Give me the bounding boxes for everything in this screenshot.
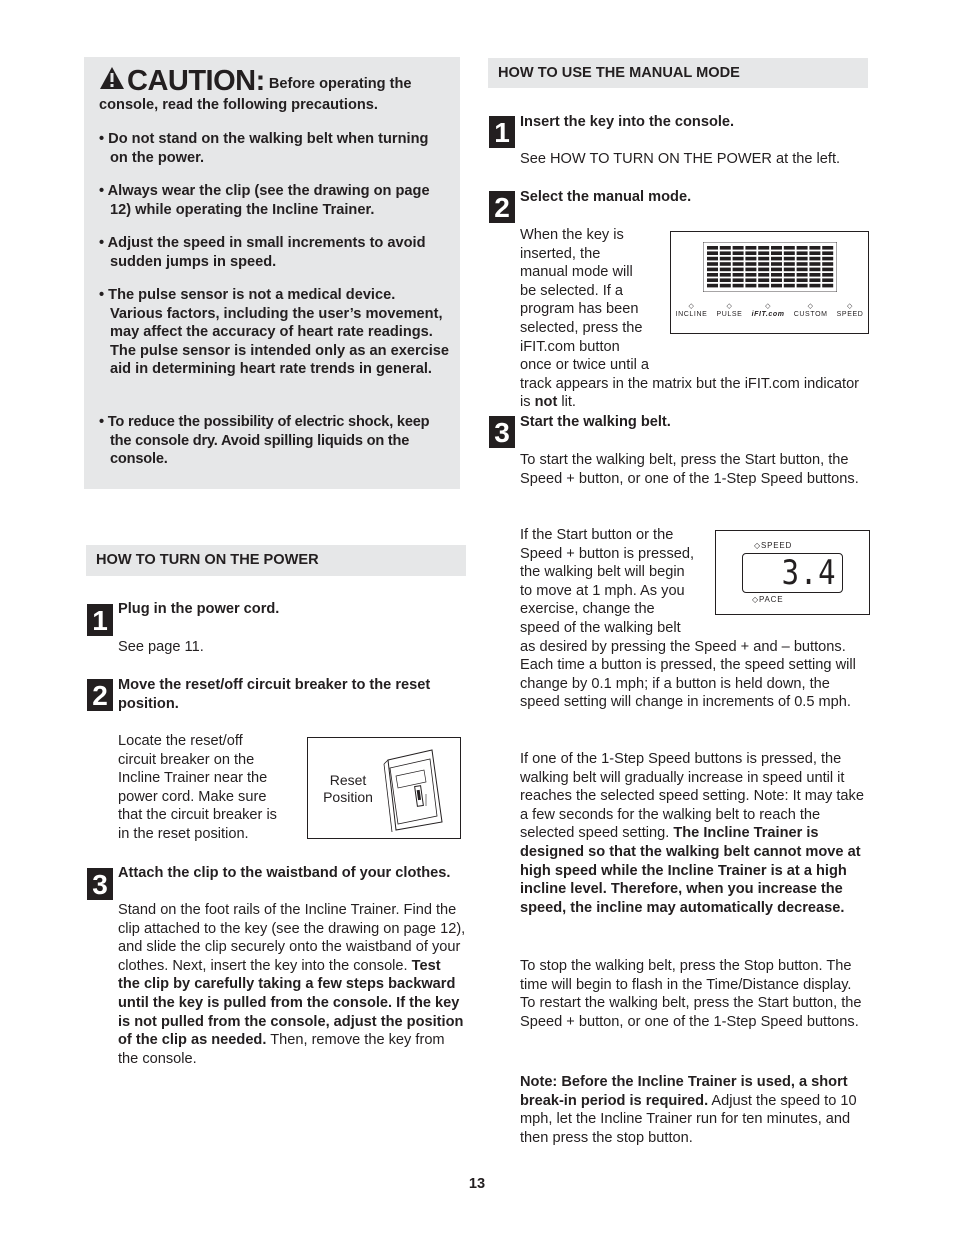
step-text: Note: Before the Incline Trainer is used, a short break-in period is required. Adjust the speed to 10 mph, let the Incline Trainer run for ten minutes, and then press the stop button. <box>520 1074 857 1146</box>
speed-label: ◇SPEED <box>754 541 793 550</box>
indicator-dot-icon: ◇ <box>807 303 814 310</box>
page-number: 13 <box>468 1176 486 1192</box>
step-title: Move the reset/off circuit breaker to the reset position. <box>118 677 431 712</box>
step-number-badge: 1 <box>87 604 113 636</box>
caution-bullet: • Adjust the speed in small increments to avoid sudden jumps in speed. <box>99 235 426 270</box>
step-title: Insert the key into the console. <box>520 114 735 130</box>
step-number-badge: 2 <box>489 191 515 223</box>
step-text: See HOW TO TURN ON THE POWER at the left. <box>520 151 841 167</box>
caution-heading <box>99 66 449 115</box>
indicator-dot-icon: ◇ <box>765 303 772 310</box>
step-text: Stand on the foot rails of the Incline Trainer. Find the clip attached to the key (see the drawing on page 12), and slide the clip securely onto the waistband of your clothes. Next, insert the key into the console. Test the clip by carefully taking a few steps backward until the key is pulled from the console. If the key is not pulled from the console, adjust the position of the clip as needed. Then, remove the key from the console. <box>118 902 466 1067</box>
step-title: Start the walking belt. <box>520 414 671 430</box>
caution-bullet: • To reduce the possibility of electric shock, keep the console dry. Avoid spilling liquids on the console. <box>99 414 430 468</box>
pulse-indicator: ◇ PULSE <box>716 303 743 318</box>
caution-word: CAUTION: <box>127 65 265 97</box>
step-number-badge: 2 <box>87 679 113 711</box>
step-title: Plug in the power cord. <box>118 601 280 617</box>
step-text: If the Start button or the Speed + button is pressed, the walking belt will begin to move at 1 mph. As you exercise, change the speed of the walking belt as desired by pressing the Speed + and – buttons. Each time a button is pressed, the speed setting will change by 0.1 mph; if a button is held down, the speed setting will change in increments of 0.5 mph. <box>520 527 856 711</box>
speed-value: 3.4 <box>781 553 836 593</box>
caution-bullet: • Always wear the clip (see the drawing on page 12) while operating the Incline Trainer. <box>99 183 430 218</box>
figure-label: Position <box>323 789 373 805</box>
indicator-dot-icon: ◇ <box>754 541 761 550</box>
custom-indicator: ◇ CUSTOM <box>793 303 828 318</box>
step-title: Attach the clip to the waistband of your clothes. <box>118 865 451 881</box>
step-number-badge: 1 <box>489 116 515 148</box>
caution-lead: Before operating the console, read the following precautions. <box>99 76 412 113</box>
step-text: To start the walking belt, press the Start button, the Speed + button, or one of the 1-Step Speed buttons. <box>520 452 859 487</box>
step-number-badge: 3 <box>87 868 113 900</box>
circuit-breaker-icon <box>376 746 456 832</box>
caution-bullet: • The pulse sensor is not a medical device. Various factors, including the user’s movement, may affect the accuracy of heart rate readings. The pulse sensor is intended only as an exercise aid in determining heart rate trends in general. <box>99 287 450 378</box>
speed-indicator: ◇ SPEED <box>836 303 864 318</box>
warning-triangle-icon <box>99 66 125 90</box>
section-heading-manual: HOW TO USE THE MANUAL MODE <box>488 58 868 88</box>
reset-position-figure <box>307 737 461 839</box>
step-text: See page 11. <box>118 639 204 655</box>
step-title: Select the manual mode. <box>520 189 692 205</box>
step-text: Locate the reset/off circuit breaker on the Incline Trainer near the power cord. Make sure that the circuit breaker is in the reset position. <box>118 733 277 842</box>
indicator-dot-icon: ◇ <box>847 303 854 310</box>
indicator-dot-icon: ◇ <box>688 303 695 310</box>
step-text: To stop the walking belt, press the Stop button. The time will begin to flash in the Time/Distance display. To restart the walking belt, press the Start button, the Speed + button, or one of the 1-Step Speed buttons. <box>520 958 862 1030</box>
pace-label: ◇PACE <box>752 595 784 604</box>
caution-bullet: • Do not stand on the walking belt when turning on the power. <box>99 131 429 166</box>
step-text: When the key is inserted, the manual mode will be selected. If a program has been selected, press the iFIT.com button once or twice until a track appears in the matrix but the iFIT.com indicator is not lit. <box>520 227 860 411</box>
indicator-dot-icon: ◇ <box>752 595 759 604</box>
step-number-badge: 3 <box>489 416 515 448</box>
ifit-indicator: ◇ iFIT.com <box>751 303 785 318</box>
incline-indicator: ◇ INCLINE <box>675 303 708 318</box>
indicator-dot-icon: ◇ <box>726 303 733 310</box>
figure-label: Reset <box>329 772 367 788</box>
section-heading-power: HOW TO TURN ON THE POWER <box>86 545 466 576</box>
step-text: If one of the 1-Step Speed buttons is pressed, the walking belt will gradually increase in speed until it reaches the selected speed setting. Note: It may take a few seconds for the walking belt to reach the selected speed setting. The Incline Trainer is designed so that the walking belt cannot move at high speed while the Incline Trainer is at a high incline level. Therefore, when you increase the speed, the incline may automatically decrease. <box>520 751 864 916</box>
